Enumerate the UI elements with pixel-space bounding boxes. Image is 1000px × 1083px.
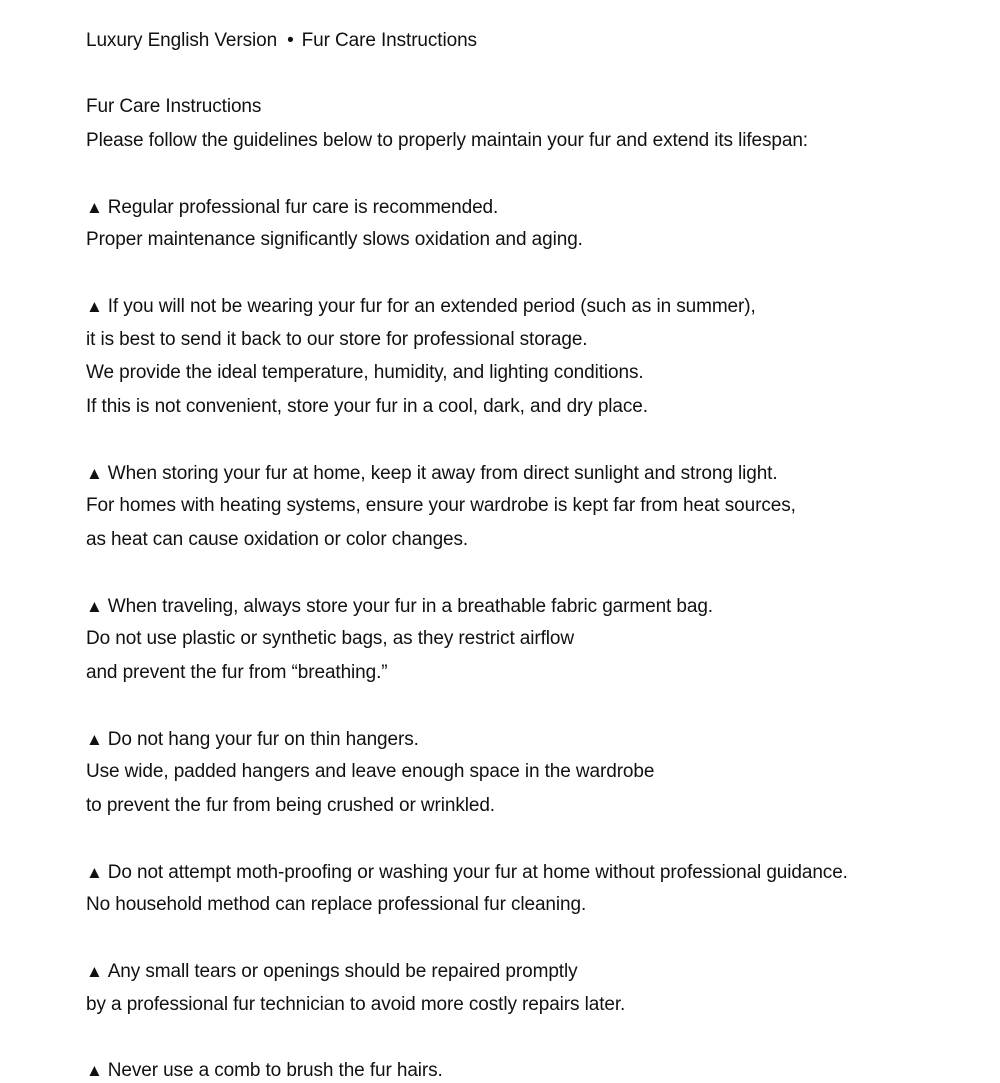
section-line: to prevent the fur from being crushed or wrinkled. [86, 795, 495, 816]
section-lead [86, 462, 778, 486]
section-line: it is best to send it back to our store for professional storage. [86, 329, 588, 350]
section-lead [86, 595, 713, 619]
triangle-bullet-icon: ▲ [86, 730, 103, 749]
section-lead-text: Any small tears or openings should be repaired promptly [107, 961, 578, 982]
section-lead-text: When storing your fur at home, keep it away from direct sunlight and strong light. [107, 463, 778, 484]
section-lead-text: Regular professional fur care is recommended. [107, 197, 499, 218]
section-lead-text: Do not attempt moth-proofing or washing your fur at home without professional guidance. [107, 862, 848, 883]
section-lead [86, 1059, 443, 1083]
triangle-bullet-icon: ▲ [86, 962, 103, 981]
section-line: Use wide, padded hangers and leave enough space in the wardrobe [86, 761, 655, 782]
section-lead-text: If you will not be wearing your fur for an extended period (such as in summer), [107, 296, 756, 317]
intro-text: Please follow the guidelines below to properly maintain your fur and extend its lifespan: [86, 130, 808, 151]
section-lead-text: Never use a comb to brush the fur hairs. [107, 1060, 443, 1081]
section-line: by a professional fur technician to avoid more costly repairs later. [86, 994, 626, 1015]
section-line: No household method can replace professional fur cleaning. [86, 894, 587, 915]
section-lead [86, 960, 578, 984]
section-line: as heat can cause oxidation or color changes. [86, 529, 469, 550]
triangle-bullet-icon: ▲ [86, 198, 103, 217]
section-line: We provide the ideal temperature, humidity, and lighting conditions. [86, 362, 644, 383]
document-title: Fur Care Instructions [86, 96, 262, 117]
triangle-bullet-icon: ▲ [86, 1061, 103, 1080]
page-header [86, 29, 477, 53]
section-lead [86, 861, 848, 885]
triangle-bullet-icon: ▲ [86, 597, 103, 616]
section-line: For homes with heating systems, ensure your wardrobe is kept far from heat sources, [86, 495, 796, 516]
section-lead-text: When traveling, always store your fur in a breathable fabric garment bag. [107, 596, 713, 617]
triangle-bullet-icon: ▲ [86, 863, 103, 882]
header-title: Fur Care Instructions [301, 30, 477, 51]
section-line: and prevent the fur from “breathing.” [86, 662, 388, 683]
section-lead-text: Do not hang your fur on thin hangers. [107, 729, 419, 750]
triangle-bullet-icon: ▲ [86, 464, 103, 483]
section-line: Do not use plastic or synthetic bags, as they restrict airflow [86, 628, 575, 649]
header-version: Luxury English Version [86, 30, 278, 51]
section-lead [86, 196, 498, 220]
section-line: Proper maintenance significantly slows oxidation and aging. [86, 229, 583, 250]
triangle-bullet-icon: ▲ [86, 297, 103, 316]
section-lead [86, 728, 419, 752]
header-separator: • [287, 30, 294, 51]
section-line: If this is not convenient, store your fur in a cool, dark, and dry place. [86, 396, 648, 417]
section-lead [86, 295, 756, 319]
